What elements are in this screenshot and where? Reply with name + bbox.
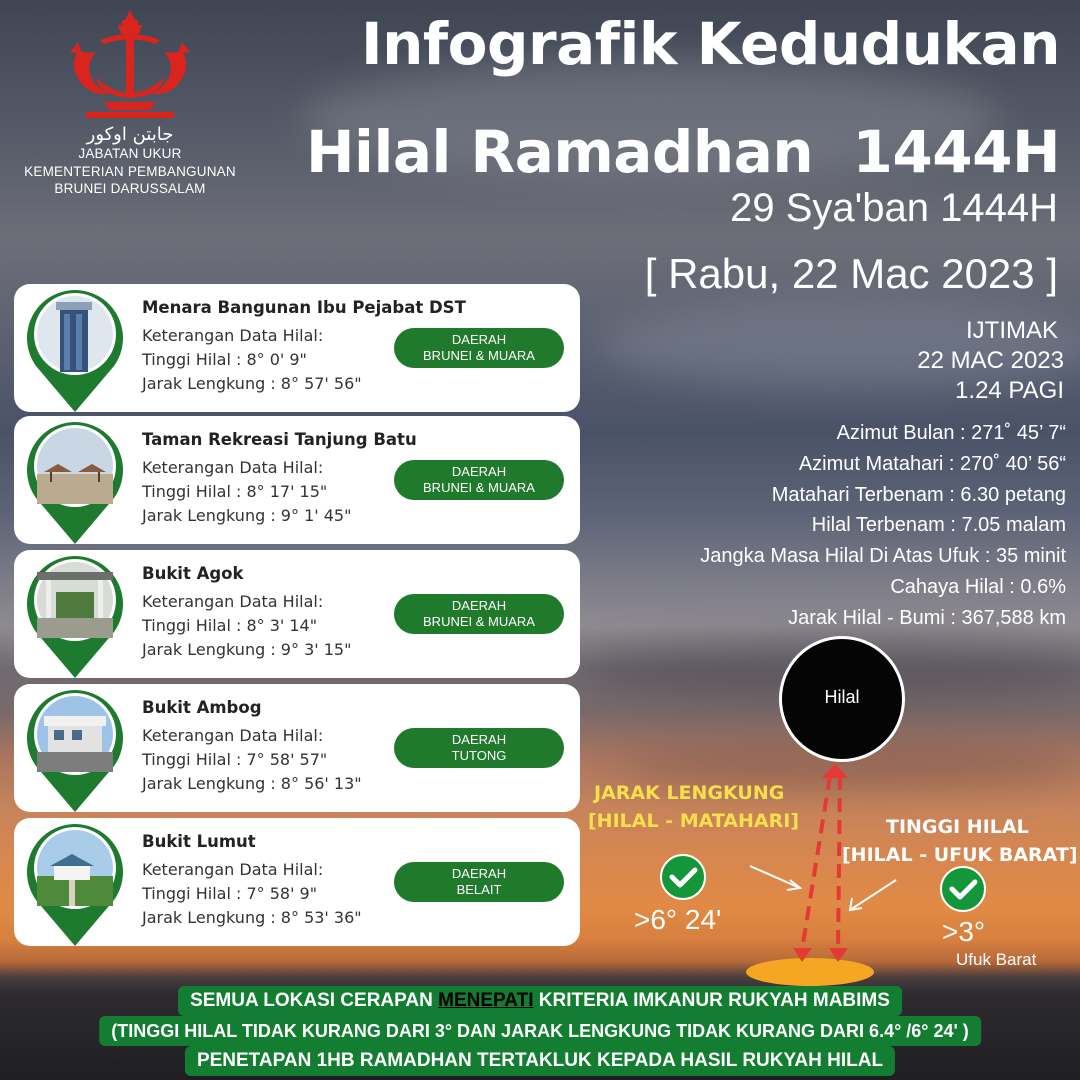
badge-line: DAERAH bbox=[451, 732, 507, 747]
badge-line: DAERAH bbox=[451, 464, 507, 479]
ijtimak-label: IJTIMAK bbox=[965, 317, 1058, 344]
setting-sun bbox=[746, 958, 874, 986]
org-line: JABATAN UKUR bbox=[78, 146, 182, 161]
ijtimak-date: 22 MAC 2023 bbox=[917, 346, 1064, 374]
arrow-tinggi bbox=[838, 776, 840, 950]
page-title-line2: Hilal Ramadhan 1444H bbox=[306, 118, 1060, 186]
hilal-moon bbox=[779, 636, 905, 762]
gregorian-date: [ Rabu, 22 Mac 2023 ] bbox=[644, 250, 1058, 297]
hijri-date: 29 Sya'ban 1444H bbox=[730, 186, 1058, 230]
location-name: Bukit Lumut bbox=[142, 832, 256, 851]
location-desc: Keterangan Data Hilal: bbox=[142, 592, 324, 611]
banner-highlight: MENEPATI bbox=[438, 990, 534, 1011]
info-line: Hilal Terbenam : 7.05 malam bbox=[811, 514, 1066, 537]
location-tinggi: Tinggi Hilal : 7° 58' 9" bbox=[142, 884, 318, 903]
location-tinggi: Tinggi Hilal : 7° 58' 57" bbox=[142, 750, 328, 769]
jarak-value: >6° 24' bbox=[634, 904, 722, 935]
pointer-tinggi bbox=[850, 880, 896, 910]
location-jarak: Jarak Lengkung : 9° 1' 45" bbox=[142, 506, 352, 525]
banner-line3: PENETAPAN 1HB RAMADHAN TERTAKLUK KEPADA HASIL RUKYAH HILAL bbox=[185, 1046, 895, 1076]
org-line: KEMENTERIAN PEMBANGUNAN bbox=[24, 163, 236, 179]
banner-line1 bbox=[178, 986, 902, 1016]
location-name: Bukit Ambog bbox=[142, 698, 262, 717]
info-line: Jangka Masa Hilal Di Atas Ufuk : 35 minit bbox=[700, 545, 1066, 568]
badge-line: DAERAH bbox=[451, 866, 507, 881]
arrow-head-top bbox=[822, 764, 848, 778]
location-jarak: Jarak Lengkung : 8° 53' 36" bbox=[142, 908, 362, 927]
location-desc: Keterangan Data Hilal: bbox=[142, 860, 324, 879]
location-jarak: Jarak Lengkung : 8° 57' 56" bbox=[142, 374, 362, 393]
page-title: Infografik Kedudukan bbox=[361, 10, 1060, 78]
location-desc: Keterangan Data Hilal: bbox=[142, 458, 324, 477]
location-desc: Keterangan Data Hilal: bbox=[142, 726, 324, 745]
badge-line: BRUNEI & MUARA bbox=[423, 614, 535, 629]
check-circle-icon bbox=[940, 866, 986, 912]
location-name: Menara Bangunan Ibu Pejabat DST bbox=[142, 298, 466, 317]
location-name: Taman Rekreasi Tanjung Batu bbox=[142, 430, 417, 449]
location-name: Bukit Agok bbox=[142, 564, 244, 583]
org-line: BRUNEI DARUSSALAM bbox=[54, 181, 206, 197]
badge-line: BRUNEI & MUARA bbox=[423, 480, 535, 495]
jarak-lengkung-label: JARAK LENGKUNG bbox=[594, 782, 785, 804]
arrow-jarak bbox=[802, 776, 830, 950]
location-jarak: Jarak Lengkung : 9° 3' 15" bbox=[142, 640, 352, 659]
location-tinggi: Tinggi Hilal : 8° 17' 15" bbox=[142, 482, 328, 501]
info-line: Azimut Bulan : 271˚ 45’ 7“ bbox=[836, 422, 1066, 444]
badge-line: DAERAH bbox=[451, 598, 507, 613]
info-line: Cahaya Hilal : 0.6% bbox=[890, 575, 1066, 598]
location-tinggi: Tinggi Hilal : 8° 3' 14" bbox=[142, 616, 318, 635]
tinggi-hilal-sublabel: [HILAL - UFUK BARAT] bbox=[842, 844, 1078, 866]
ijtimak-time: 1.24 PAGI bbox=[955, 376, 1064, 404]
banner-text: SEMUA LOKASI CERAPAN bbox=[190, 990, 439, 1011]
info-line: Azimut Matahari : 270˚ 40’ 56“ bbox=[798, 452, 1066, 475]
info-line: Jarak Hilal - Bumi : 367,588 km bbox=[788, 606, 1066, 629]
info-line: Matahari Terbenam : 6.30 petang bbox=[771, 483, 1066, 506]
ufuk-barat-label: Ufuk Barat bbox=[956, 950, 1037, 969]
badge-line: TUTONG bbox=[451, 748, 507, 763]
badge-line: DAERAH bbox=[451, 332, 507, 347]
location-desc: Keterangan Data Hilal: bbox=[142, 326, 324, 345]
tinggi-hilal-label: TINGGI HILAL bbox=[886, 816, 1029, 838]
pointer-jarak bbox=[750, 866, 800, 888]
jarak-lengkung-sublabel: [HILAL - MATAHARI] bbox=[588, 810, 800, 832]
badge-line: BRUNEI & MUARA bbox=[423, 348, 535, 363]
logo-jawi-text: جابتن اوكور bbox=[86, 124, 174, 145]
moon-label: Hilal bbox=[824, 687, 860, 707]
check-circle-icon bbox=[660, 854, 706, 900]
location-jarak: Jarak Lengkung : 8° 56' 13" bbox=[142, 774, 362, 793]
banner-line2: (TINGGI HILAL TIDAK KURANG DARI 3° DAN JARAK LENGKUNG TIDAK KURANG DARI 6.4° /6° 24' ) bbox=[99, 1016, 981, 1046]
tinggi-value: >3° bbox=[942, 916, 986, 947]
badge-line: BELAIT bbox=[456, 882, 502, 897]
banner-text: KRITERIA IMKANUR RUKYAH MABIMS bbox=[533, 990, 890, 1011]
location-tinggi: Tinggi Hilal : 8° 0' 9" bbox=[142, 350, 307, 369]
